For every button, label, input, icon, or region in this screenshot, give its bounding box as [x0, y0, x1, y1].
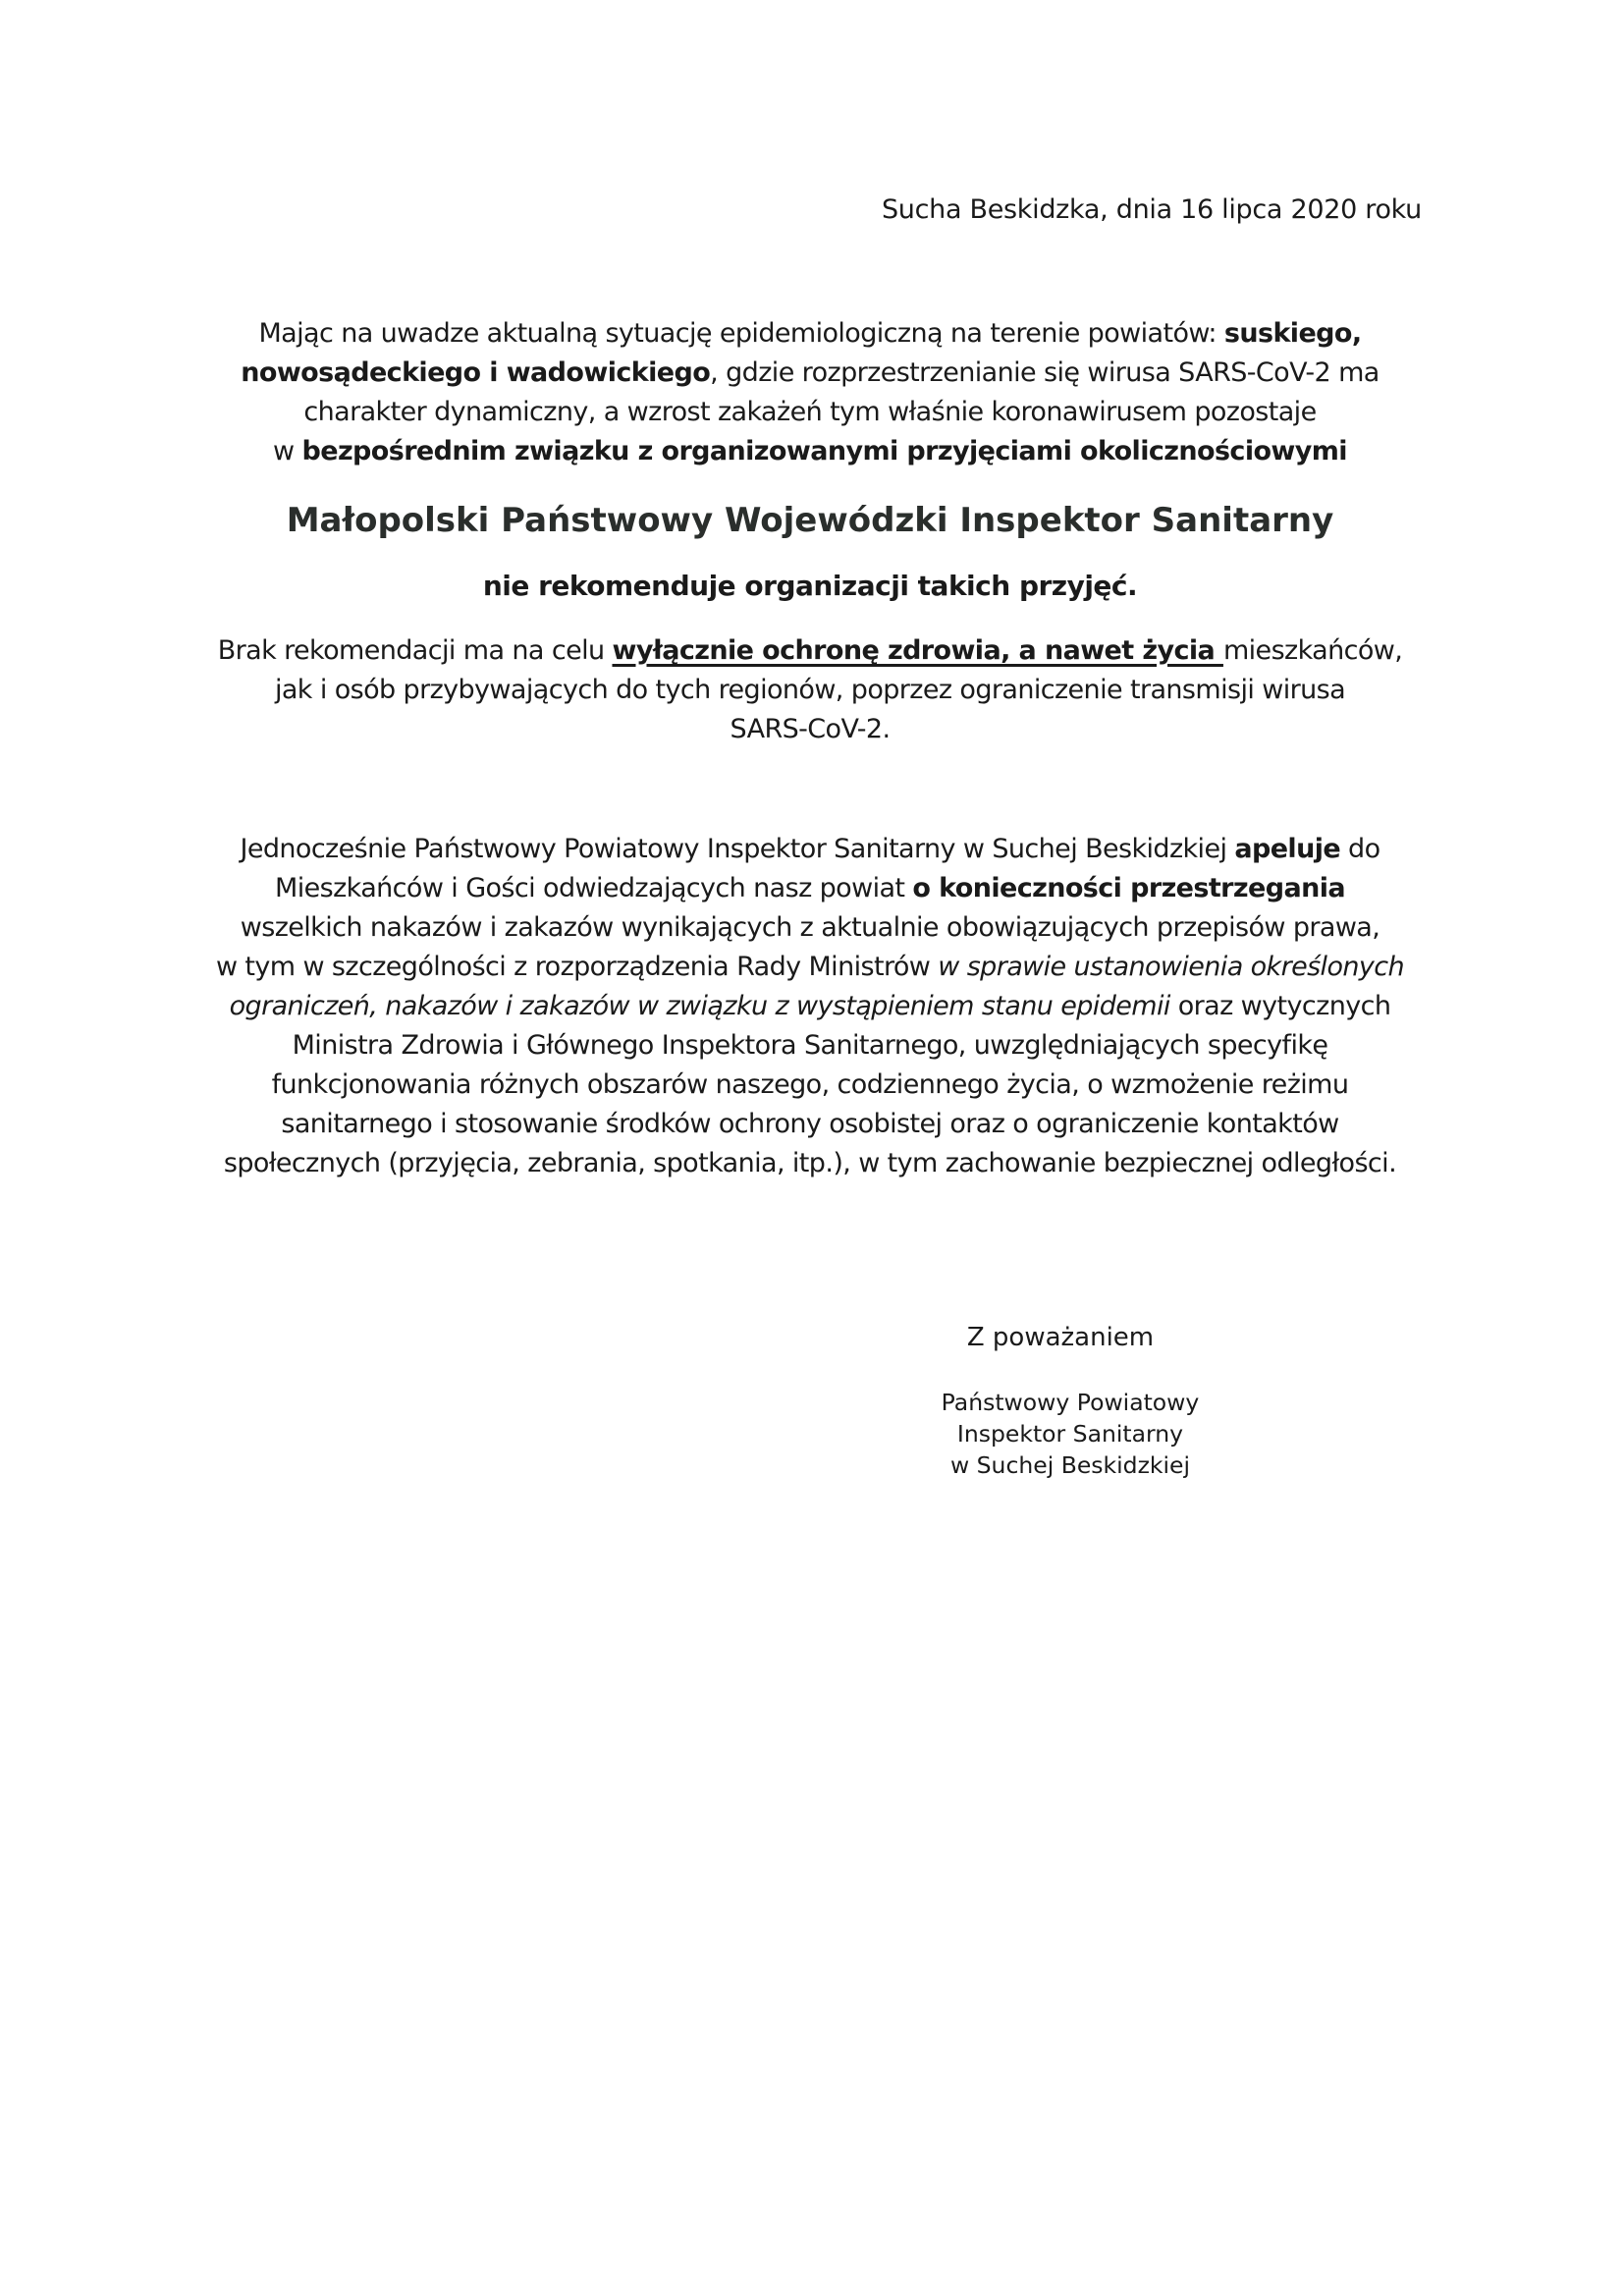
purpose-line-3: SARS-CoV-2. — [730, 714, 891, 744]
intro-paragraph — [137, 314, 1483, 471]
purpose-emphasis: wyłącznie ochronę zdrowia, a nawet życia — [612, 635, 1223, 666]
appeal-text: oraz wytycznych — [1169, 991, 1391, 1021]
purpose-text: Brak rekomendacji ma na celu — [217, 635, 613, 666]
appeal-paragraph — [137, 830, 1483, 1183]
appeal-line-7: funkcjonowania różnych obszarów naszego, codziennego życia, o wzmożenie reżimu — [271, 1069, 1349, 1100]
appeal-line-6: Ministra Zdrowia i Głównego Inspektora Sanitarnego, uwzględniających specyfikę — [292, 1030, 1328, 1061]
appeal-line-9: społecznych (przyjęcia, zebrania, spotkania, itp.), w tym zachowanie bezpiecznej odległości. — [223, 1148, 1397, 1178]
appeal-line-4 — [137, 948, 1483, 987]
intro-line-1 — [137, 314, 1483, 354]
appeal-text: Mieszkańców i Gości odwiedzających nasz powiat — [275, 873, 913, 903]
intro-bold-text: suskiego, — [1223, 318, 1362, 349]
appeal-line-5 — [137, 987, 1483, 1026]
appeal-italic-text: w sprawie ustanowienia określonych — [938, 952, 1405, 982]
purpose-line-2: jak i osób przybywających do tych regionów, poprzez ograniczenie transmisji wirusa — [274, 675, 1346, 705]
appeal-text: w tym w szczególności z rozporządzenia Rady Ministrów — [215, 952, 939, 982]
signature-block — [884, 1387, 1257, 1481]
intro-line-4 — [137, 432, 1483, 471]
intro-text: , gdzie rozprzestrzenianie się wirusa SARS-CoV-2 ma — [710, 357, 1380, 388]
closing-salutation: Z poważaniem — [966, 1323, 1155, 1352]
inspector-heading: Małopolski Państwowy Wojewódzki Inspektor Sanitarny — [286, 501, 1334, 540]
intro-line-3: charakter dynamiczny, a wzrost zakażeń tym właśnie koronawirusem pozostaje — [303, 397, 1317, 427]
intro-text: Mając na uwadze aktualną sytuację epidemiologiczną na terenie powiatów: — [258, 318, 1224, 349]
intro-bold-text: bezpośrednim związku z organizowanymi przyjęciami okolicznościowymi — [301, 436, 1347, 466]
purpose-text: mieszkańców, — [1222, 635, 1403, 666]
signature-line: w Suchej Beskidzkiej — [949, 1451, 1191, 1479]
appeal-line-3: wszelkich nakazów i zakazów wynikających z aktualnie obowiązujących przepisów prawa, — [240, 912, 1380, 943]
recommendation-subheading: nie rekomenduje organizacji takich przyjęć. — [482, 570, 1138, 602]
purpose-paragraph — [137, 631, 1483, 749]
appeal-text: Jednocześnie Państwowy Powiatowy Inspektor Sanitarny w Suchej Beskidzkiej — [240, 834, 1235, 864]
appeal-text: do — [1340, 834, 1380, 864]
date-line: Sucha Beskidzka, dnia 16 lipca 2020 roku — [881, 194, 1422, 225]
intro-line-2 — [137, 354, 1483, 393]
signature-line: Państwowy Powiatowy — [941, 1389, 1200, 1416]
appeal-line-8: sanitarnego i stosowanie środków ochrony osobistej oraz o ograniczenie kontaktów — [281, 1109, 1339, 1139]
signature-line: Inspektor Sanitarny — [956, 1420, 1184, 1448]
intro-text: w — [273, 436, 302, 466]
appeal-italic-text: ograniczeń, nakazów i zakazów w związku z wystąpieniem stanu epidemii — [229, 991, 1170, 1021]
appeal-bold-text: apeluje — [1234, 834, 1341, 864]
appeal-line-1 — [137, 830, 1483, 869]
purpose-line-1 — [137, 631, 1483, 671]
intro-bold-text: nowosądeckiego i wadowickiego — [241, 357, 711, 388]
appeal-line-2 — [137, 869, 1483, 908]
appeal-bold-text: o konieczności przestrzegania — [912, 873, 1345, 903]
